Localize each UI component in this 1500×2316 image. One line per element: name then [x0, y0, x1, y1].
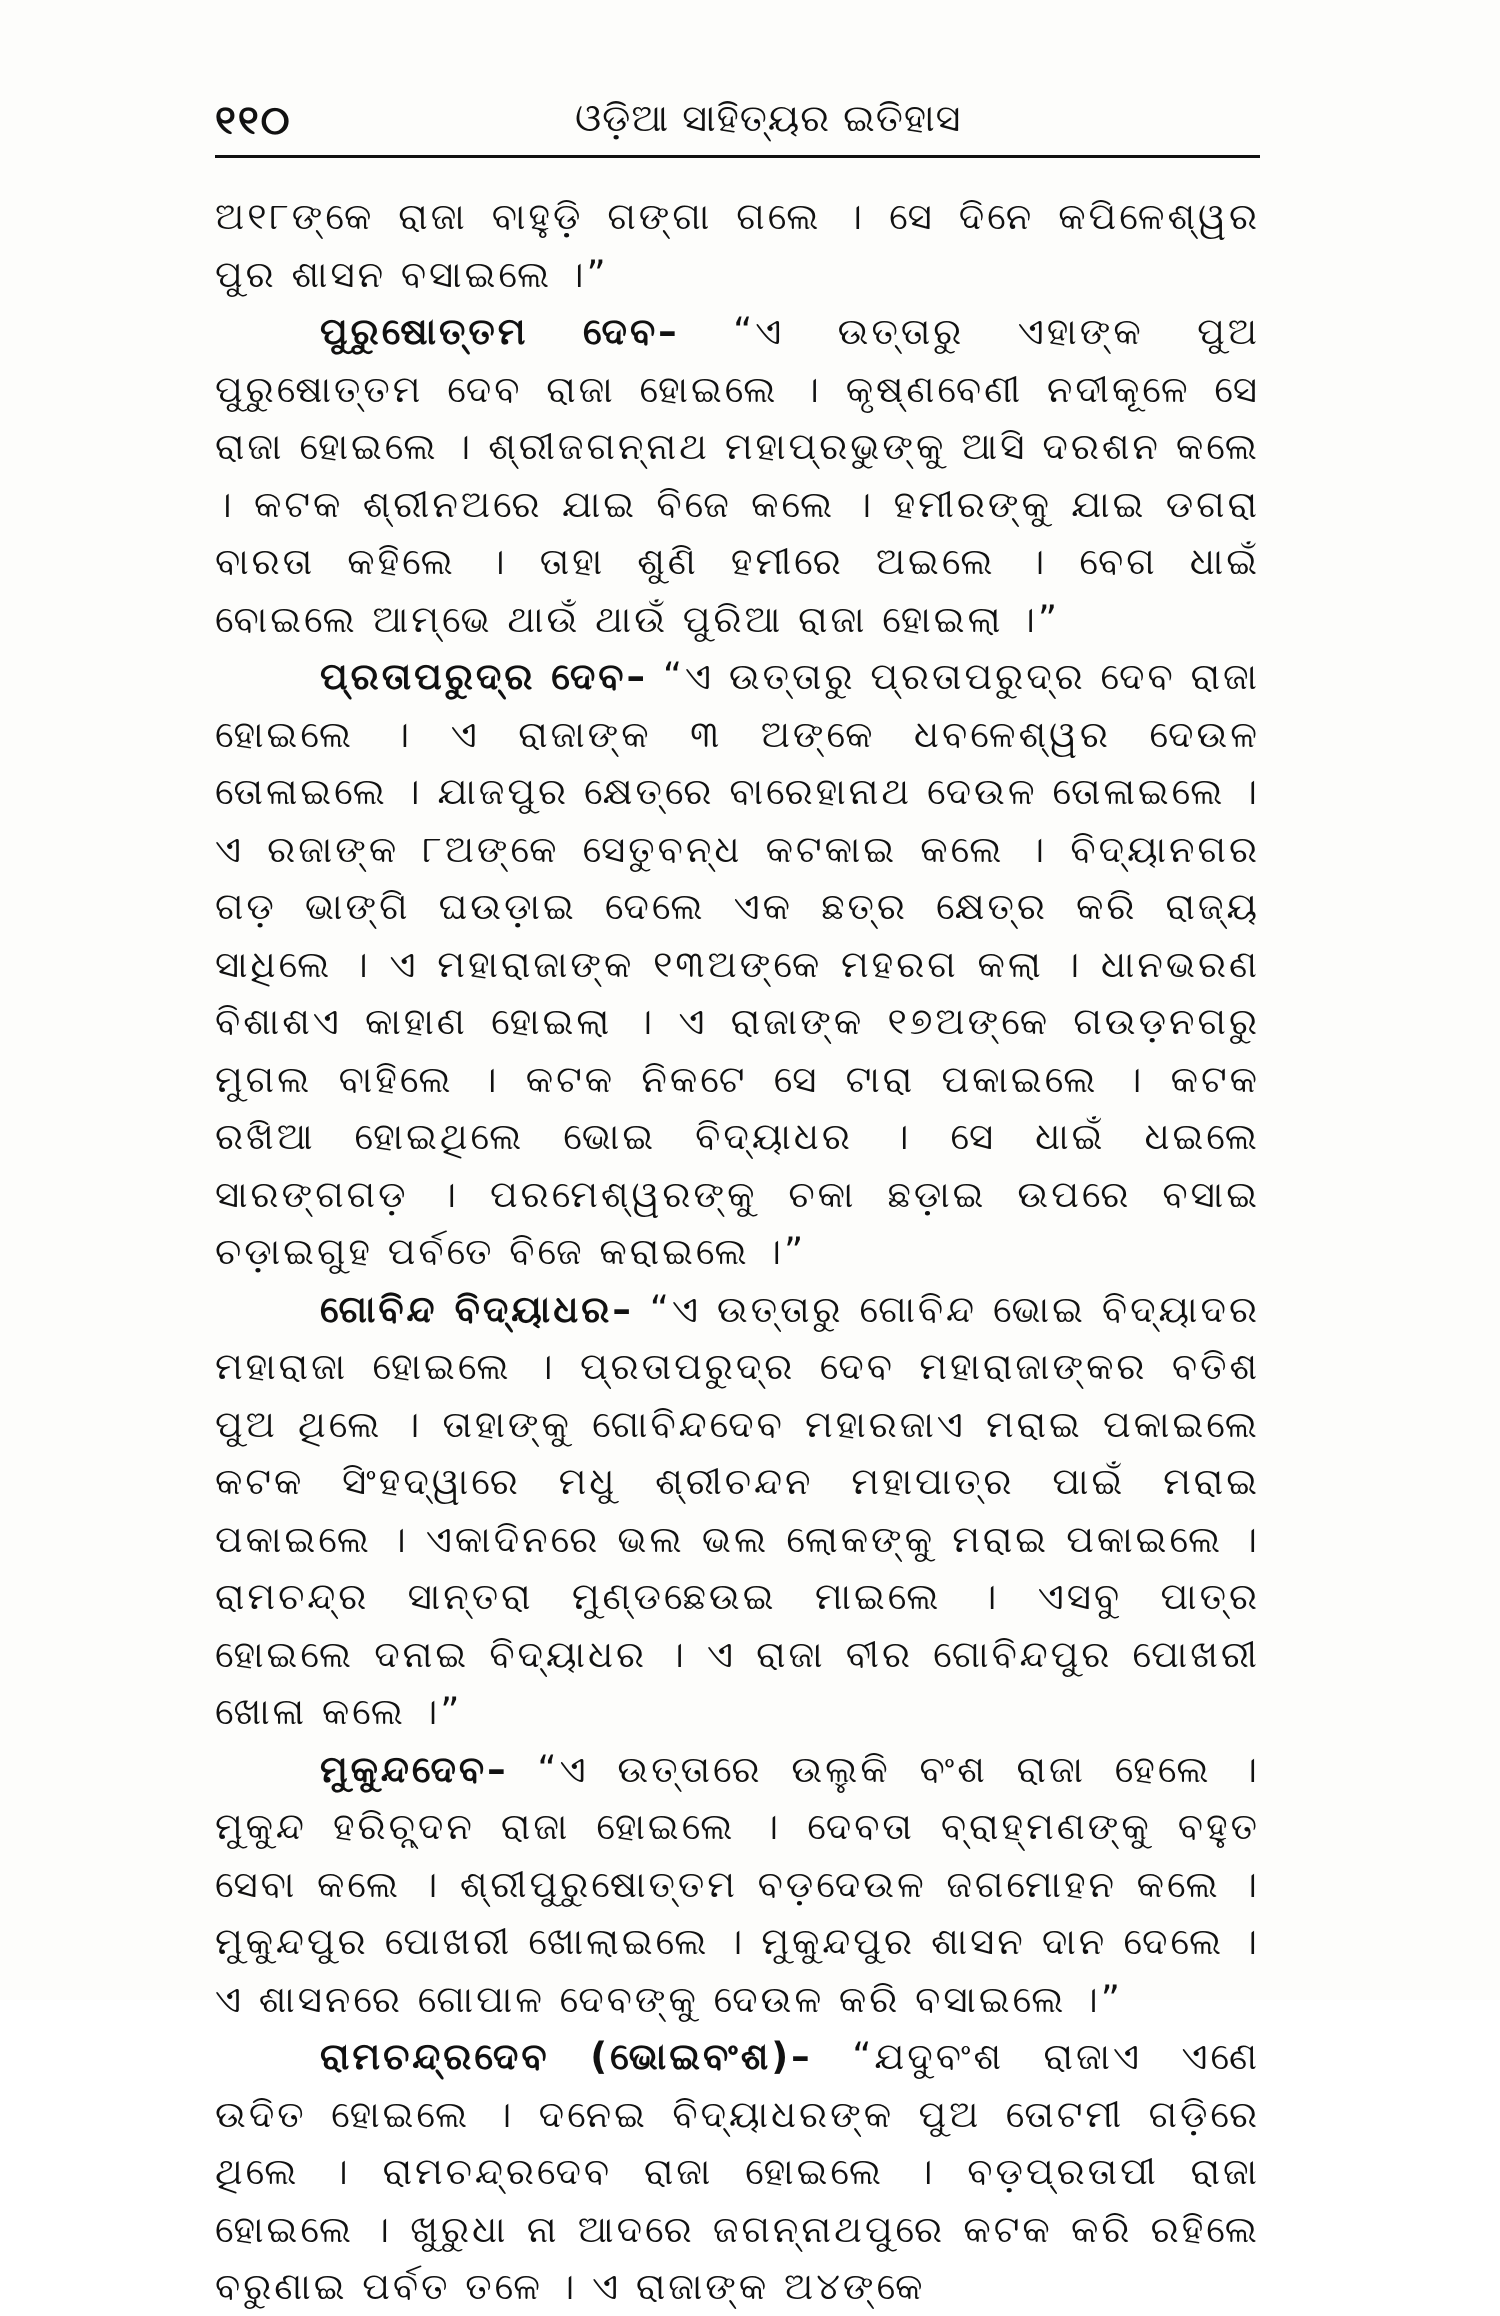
- paragraph-text: ଅ୧୮ଙ୍କେ ରାଜା ବାହୁଡ଼ି ଗଙ୍ଗା ଗଲେ । ସେ ଦିନେ କପିଳେଶ୍ୱର ପୁର ଶାସନ ବସାଇଲେ ।”: [215, 195, 1260, 296]
- paragraph-text: “ଏ ଉତ୍ତାରୁ ଗୋବିନ୍ଦ ଭୋଇ ବିଦ୍ୟାଦର ମହାରାଜା ହୋଇଲେ । ପ୍ରତାପରୁଦ୍ର ଦେବ ମହାରାଜାଙ୍କର ବତିଶ ପୁଅ ଥିଲେ । ତାହାଙ୍କୁ ଗୋବିନ୍ଦଦେବ ମହାରଜାଏ ମରାଇ ପକାଇଲେ କଟକ ସିଂହଦ୍ୱାରେ ମଧୁ ଶ୍ରୀଚନ୍ଦନ ମହାପାତ୍ର ପାଇଁ ମରାଇ ପକାଇଲେ । ଏକାଦିନରେ ଭଲ ଭଲ ଲୋକଙ୍କୁ ମରାଇ ପକାଇଲେ । ରାମଚନ୍ଦ୍ର ସାନ୍ତରା ମୁଣ୍ଡଛେଉଇ ମାଇଲେ । ଏସବୁ ପାତ୍ର ହୋଇଲେ ଦନାଇ ବିଦ୍ୟାଧର । ଏ ରାଜା ବୀର ଗୋବିନ୍ଦପୁର ପୋଖରୀ ଖୋଳା କଲେ ।”: [215, 1287, 1260, 1733]
- section-heading: ପୁରୁଷୋତ୍ତମ ଦେବ–: [320, 310, 680, 353]
- header-rule: [215, 155, 1260, 158]
- paragraph-govinda-vidyadhara: [215, 1281, 1260, 1741]
- section-heading: ଗୋବିନ୍ଦ ବିଦ୍ୟାଧର–: [320, 1287, 634, 1331]
- section-heading: ପ୍ରତାପରୁଦ୍ର ଦେବ–: [320, 655, 649, 698]
- section-heading: ମୁକୁନ୍ଦଦେବ–: [320, 1747, 509, 1791]
- paragraph-text: “ଏ ଉତ୍ତାରେ ଉଲୁକି ବଂଶ ରାଜା ହେଲେ । ମୁକୁନ୍ଦ ହରିଚ୍ନ୍ଦନ ରାଜା ହୋଇଲେ । ଦେବତା ବ୍ରାହ୍ମଣଙ୍କୁ ବହୁତ ସେବା କଲେ । ଶ୍ରୀପୁରୁଷୋତ୍ତମ ବଡ଼ଦେଉଳ ଜଗମୋହନ କଲେ । ମୁକୁନ୍ଦପୁର ପୋଖରୀ ଖୋଲାଇଲେ । ମୁକୁନ୍ଦପୁର ଶାସନ ଦାନ ଦେଲେ । ଏ ଶାସନରେ ଗୋପାଳ ଦେବଙ୍କୁ ଦେଉଳ କରି ବସାଇଲେ ।”: [215, 1747, 1260, 2021]
- paragraph-purushottama-deva: [215, 303, 1260, 648]
- paragraph-text: “ଏ ଉତ୍ତାରୁ ପ୍ରତାପରୁଦ୍ର ଦେବ ରାଜା ହୋଇଲେ । ଏ ରାଜାଙ୍କ ୩ ଅଙ୍କେ ଧବଳେଶ୍ୱର ଦେଉଳ ତୋଳାଇଲେ । ଯାଜପୁର କ୍ଷେତ୍ରେ ବାରେହାନାଥ ଦେଉଳ ତୋଳାଇଲେ । ଏ ରଜାଙ୍କ ୮ଅଙ୍କେ ସେତୁବନ୍ଧ କଟକାଇ କଲେ । ବିଦ୍ୟାନଗର ଗଡ଼ ଭାଙ୍ଗି ଘଉଡ଼ାଇ ଦେଲେ ଏକ ଛତ୍ର କ୍ଷେତ୍ର କରି ରାଜ୍ୟ ସାଧିଲେ । ଏ ମହାରାଜାଙ୍କ ୧୩ଅଙ୍କେ ମହରଗ କଲା । ଧାନଭରଣ ବିଶାଶଏ କାହାଣ ହୋଇଲା । ଏ ରାଜାଙ୍କ ୧୭ଅଙ୍କେ ଗଉଡ଼ନଗରୁ ମୁଗଲ ବାହିଲେ । କଟକ ନିକଟେ ସେ ଟାରା ପକାଇଲେ । କଟକ ରଖିଆ ହୋଇଥିଲେ ଭୋଇ ବିଦ୍ୟାଧର । ସେ ଧାଇଁ ଧଇଲେ ସାରଙ୍ଗଗଡ଼ । ପରମେଶ୍ୱରଙ୍କୁ ଚକା ଛଡ଼ାଇ ଉପରେ ବସାଇ ଚଡ଼ାଇଗୁହ ପର୍ବତେ ବିଜେ କରାଇଲେ ।”: [215, 655, 1260, 1273]
- paragraph-text: “ଏ ଉତ୍ତାରୁ ଏହାଙ୍କ ପୁଅ ପୁରୁଷୋତ୍ତମ ଦେବ ରାଜା ହୋଇଲେ । କୃଷ୍ଣବେଣୀ ନଦୀକୂଳେ ସେ ରାଜା ହୋଇଲେ । ଶ୍ରୀଜଗନ୍ନାଥ ମହାପ୍ରଭୁଙ୍କୁ ଆସି ଦରଶନ କଲେ । କଟକ ଶ୍ରୀନଅରେ ଯାଇ ବିଜେ କଲେ । ହମୀରଙ୍କୁ ଯାଇ ଡଗରା ବାରତା କହିଲେ । ତାହା ଶୁଣି ହମୀରେ ଅଇଲେ । ବେଗ ଧାଇଁ ବୋଇଲେ ଆମ୍ଭେ ଥାଉଁ ଥାଉଁ ପୁରିଆ ରାଜା ହୋଇଲା ।”: [215, 310, 1260, 641]
- paragraph-continuation: [215, 188, 1260, 303]
- paragraph-text: “ଯଦୁବଂଶ ରାଜାଏ ଏଣେ ଉଦିତ ହୋଇଲେ । ଦନେଇ ବିଦ୍ୟାଧରଙ୍କ ପୁଅ ତୋଟମୀ ଗଡ଼ିରେ ଥିଲେ । ରାମଚନ୍ଦ୍ରଦେବ ରାଜା ହୋଇଲେ । ବଡ଼ପ୍ରତାପୀ ରାଜା ହୋଇଲେ । ଖୁରୁଧା ନା ଆଦରେ ଜଗନ୍ନାଥପୁରେ କଟକ କରି ରହିଲେ ବରୁଣାଇ ପର୍ବତ ତଳେ । ଏ ରାଜାଙ୍କ ଅ୪ଙ୍କେ: [215, 2035, 1260, 2308]
- body-text: [215, 188, 1260, 2316]
- section-heading: ରାମଚନ୍ଦ୍ରଦେବ (ଭୋଇବଂଶ)–: [320, 2035, 813, 2078]
- paragraph-mukunda-deva: [215, 1741, 1260, 2029]
- book-title: ଓଡ଼ିଆ ସାହିତ୍ୟର ଇତିହାସ: [575, 96, 962, 140]
- page-number: ୧୧୦: [215, 98, 292, 144]
- paragraph-ramachandra-deva: [215, 2028, 1260, 2316]
- running-head: [215, 92, 1260, 152]
- paragraph-prataparudra-deva: [215, 648, 1260, 1281]
